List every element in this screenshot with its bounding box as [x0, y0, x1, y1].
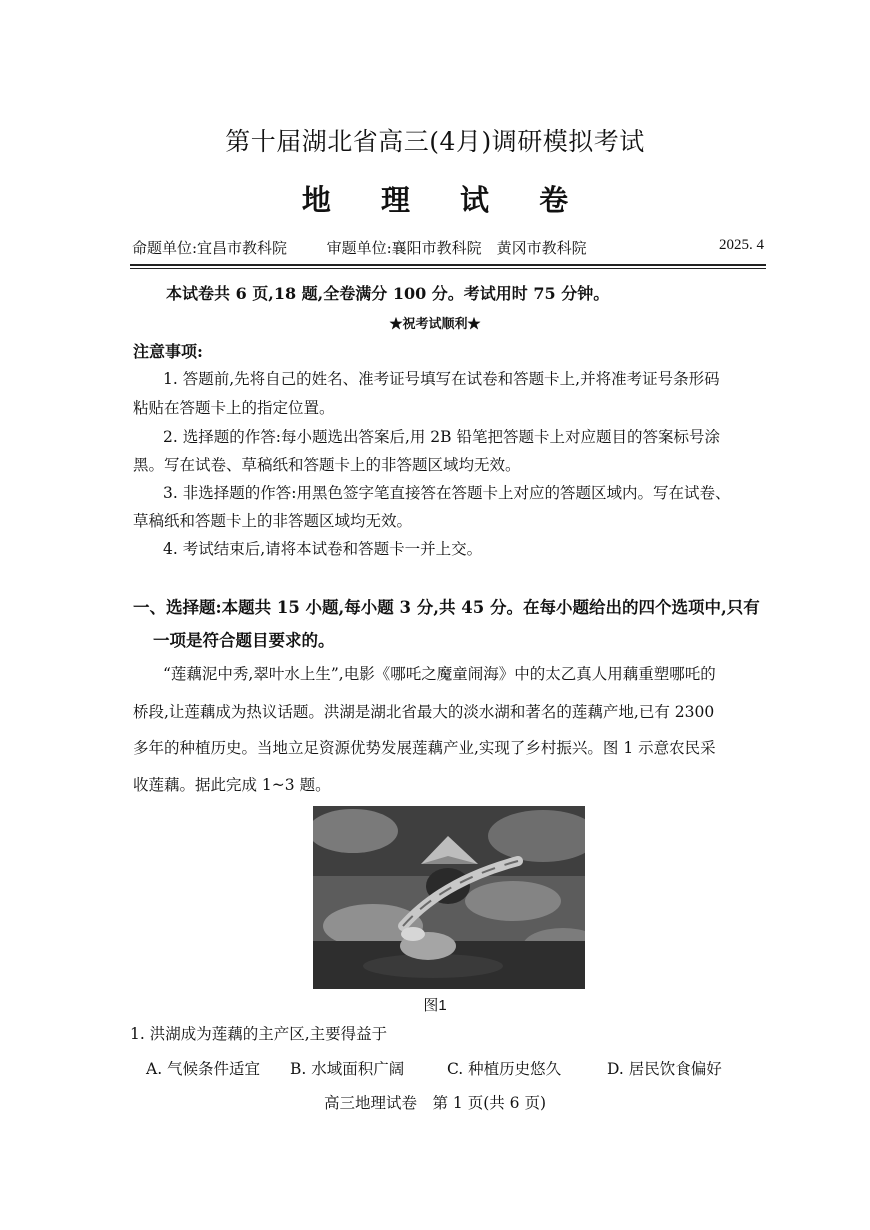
- section-heading-cont: 一项是符合题目要求的。: [153, 631, 335, 650]
- question-1-stem: 1. 洪湖成为莲藕的主产区,主要得益于: [130, 1025, 388, 1043]
- notice-line: 草稿纸和答题卡上的非答题区域均无效。: [133, 512, 413, 530]
- option-a: A. 气候条件适宜: [146, 1060, 261, 1078]
- option-c: C. 种植历史悠久: [447, 1060, 562, 1078]
- subject-title: 地 理 试 卷: [301, 183, 589, 217]
- notice-line: 黑。写在试卷、草稿纸和答题卡上的非答题区域均无效。: [133, 456, 521, 474]
- passage-line: 多年的种植历史。当地立足资源优势发展莲藕产业,实现了乡村振兴。图 1 示意农民采: [133, 739, 716, 757]
- notice-line: 1. 答题前,先将自己的姓名、准考证号填写在试卷和答题卡上,并将准考证号条形码: [163, 370, 720, 388]
- option-d: D. 居民饮食偏好: [607, 1060, 722, 1078]
- good-luck-banner: ★祝考试顺利★: [389, 317, 481, 332]
- header-rule-thin: [130, 268, 766, 269]
- lotus-harvest-photo: [313, 806, 585, 989]
- option-b: B. 水域面积广阔: [290, 1060, 405, 1078]
- exam-date: 2025. 4: [719, 237, 764, 253]
- section-heading: 一、选择题:本题共 15 小题,每小题 3 分,共 45 分。在每小题给出的四个选项中,只有: [133, 598, 760, 617]
- notice-line: 3. 非选择题的作答:用黑色签字笔直接答在答题卡上对应的答题区域内。写在试卷、: [163, 484, 731, 502]
- notice-line: 粘贴在答题卡上的指定位置。: [133, 399, 335, 417]
- photo-drawing: [313, 806, 585, 989]
- unit-line: [132, 237, 764, 258]
- notice-line: 4. 考试结束后,请将本试卷和答题卡一并上交。: [163, 540, 483, 558]
- header-rule: [130, 264, 766, 266]
- passage-line: “莲藕泥中秀,翠叶水上生”,电影《哪吒之魔童闹海》中的太乙真人用藕重塑哪吒的: [163, 665, 716, 683]
- page-footer: 高三地理试卷 第 1 页(共 6 页): [323, 1094, 547, 1112]
- proposer-unit: 命题单位:宜昌市教科院: [132, 239, 288, 257]
- passage-line: 收莲藕。据此完成 1~3 题。: [133, 776, 331, 794]
- reviewer-unit: 审题单位:襄阳市教科院 黄冈市教科院: [326, 239, 587, 257]
- passage-line: 桥段,让莲藕成为热议话题。洪湖是湖北省最大的淡水湖和著名的莲藕产地,已有 2300: [133, 703, 715, 721]
- exam-info: 本试卷共 6 页,18 题,全卷满分 100 分。考试用时 75 分钟。: [166, 284, 610, 303]
- notice-line: 2. 选择题的作答:每小题选出答案后,用 2B 铅笔把答题卡上对应题目的答案标号涂: [163, 428, 720, 446]
- exam-title: 第十届湖北省高三(4月)调研模拟考试: [225, 127, 645, 156]
- notice-heading: 注意事项:: [133, 342, 203, 361]
- figure-caption: 图1: [423, 997, 447, 1014]
